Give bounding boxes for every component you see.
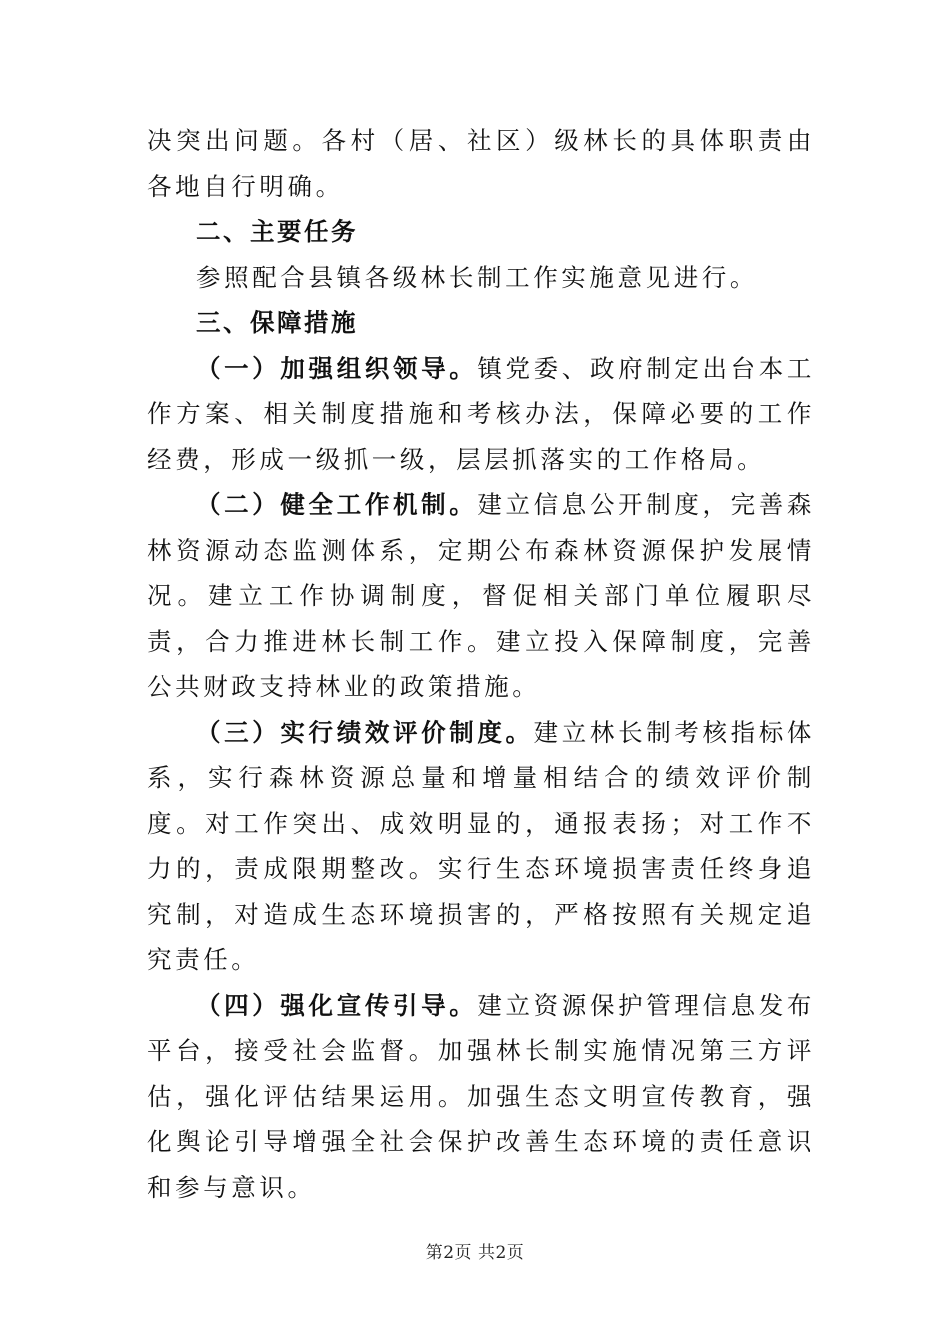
measure-2-text: 建立信息公开制度，完善森林资源动态监测体系，定期公布森林资源保护发展情况。建立工作协调制度，督促相关部门单位履职尽责，合力推进林长制工作。建立投入保障制度，完善公共财政支持林业的政策措施。 xyxy=(147,490,816,701)
paragraph-measure-4 xyxy=(147,983,815,1211)
measure-1-text: 镇党委、政府制定出台本工作方案、相关制度措施和考核办法，保障必要的工作经费，形成一级抓一级，层层抓落实的工作格局。 xyxy=(147,353,816,474)
measure-2-lead: （二）健全工作机制。 xyxy=(196,490,478,519)
measure-4-lead: （四）强化宣传引导。 xyxy=(196,990,478,1020)
measure-3-text: 建立林长制考核指标体系，实行森林资源总量和增量相结合的绩效评价制度。对工作突出、成效明显的，通报表扬；对工作不力的，责成限期整改。实行生态环境损害责任终身追究制，对造成生态环境损害的，严格按照有关规定追究责任。 xyxy=(147,717,815,974)
paragraph-measure-3 xyxy=(147,710,815,983)
paragraph-continuation: 决突出问题。各村（居、社区）级林长的具体职责由各地自行明确。 xyxy=(147,126,815,201)
measure-1-lead: （一）加强组织领导。 xyxy=(196,353,478,383)
section-heading-safeguards: 三、保障措施 xyxy=(196,308,358,337)
measure-4-text: 建立资源保护管理信息发布平台，接受社会监督。加强林长制实施情况第三方评估，强化评估结果运用。加强生态文明宣传教育，强化舆论引导增强全社会保护改善生态环境的责任意识和参与意识。 xyxy=(147,990,816,1202)
paragraph-measure-1 xyxy=(147,346,815,483)
body-text xyxy=(147,118,815,1210)
paragraph-measure-2 xyxy=(147,482,815,710)
section-heading-main-tasks: 二、主要任务 xyxy=(196,217,358,246)
page-footer: 第2页 共2页 xyxy=(425,1243,525,1263)
measure-3-lead: （三）实行绩效评价制度。 xyxy=(196,717,534,747)
paragraph-main-tasks: 参照配合县镇各级林长制工作实施意见进行。 xyxy=(196,262,758,292)
